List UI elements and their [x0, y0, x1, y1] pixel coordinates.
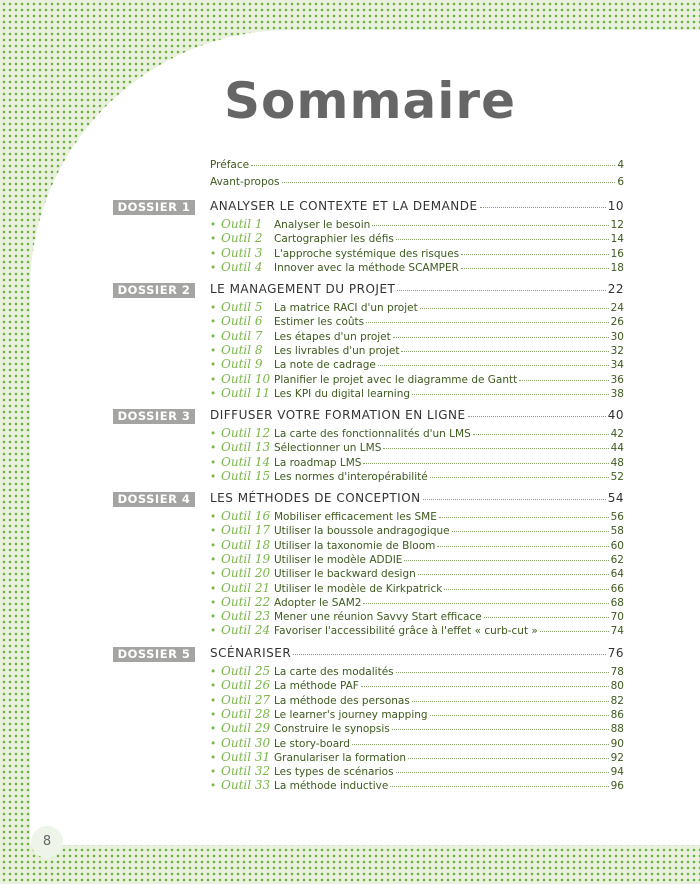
outil-number: Outil 31 — [221, 749, 271, 764]
entry-label: Cartographier les défis — [274, 233, 394, 246]
entry-label: Utiliser le modèle de Kirkpatrick — [274, 582, 443, 595]
dot-leader — [519, 380, 608, 381]
dot-leader — [423, 499, 606, 500]
entry-label: Le story-board — [274, 737, 350, 750]
outil-number: Outil 6 — [221, 314, 263, 329]
outil-number: Outil 23 — [221, 609, 271, 624]
bullet-icon: • — [210, 525, 217, 538]
dot-leader — [408, 758, 609, 759]
entry-label: Utiliser la taxonomie de Bloom — [274, 539, 436, 552]
outil-number: Outil 32 — [221, 764, 271, 779]
entry-label: Planifier le projet avec le diagramme de Gantt — [274, 373, 518, 386]
entry-page-number: 80 — [610, 680, 624, 693]
entry-page-number: 88 — [610, 723, 624, 736]
entry-page-number: 70 — [610, 611, 624, 624]
outil-number: Outil 16 — [221, 509, 271, 523]
outil-number: Outil 9 — [221, 357, 263, 372]
outil-number: Outil 7 — [221, 328, 263, 343]
entry-label: La matrice RACI d'un projet — [274, 302, 418, 314]
entry-page-number: 58 — [610, 525, 624, 538]
dot-leader — [396, 672, 609, 673]
dot-leader — [282, 182, 616, 183]
entry-label: Le learner's journey mapping — [274, 708, 428, 721]
dossier-heading[interactable] — [210, 491, 624, 507]
bullet-icon: • — [210, 247, 217, 260]
entry-page-number: 30 — [610, 330, 624, 343]
outil-number: Outil 28 — [221, 706, 271, 721]
dot-leader — [397, 290, 605, 291]
entry-page-number: 34 — [610, 359, 624, 372]
dot-leader — [452, 531, 609, 532]
dot-leader — [352, 744, 609, 745]
outil-number: Outil 24 — [221, 623, 271, 638]
outil-number: Outil 19 — [221, 551, 271, 566]
dot-leader — [372, 225, 608, 226]
entry-page-number: 52 — [610, 470, 624, 483]
entry-page-number: 94 — [610, 766, 624, 779]
dot-leader — [251, 165, 615, 166]
entry-label: La carte des fonctionnalités d'un LMS — [274, 428, 471, 440]
entry-page-number: 26 — [610, 316, 624, 329]
entry-label: Favoriser l'accessibilité grâce à l'effet « curb-cut » — [274, 625, 538, 638]
dot-leader — [383, 448, 608, 449]
entry-label: Préface — [210, 159, 250, 171]
entry-page-number: 24 — [610, 302, 624, 314]
entry-page-number: 44 — [610, 442, 624, 455]
entry-page-number: 60 — [610, 539, 624, 552]
bullet-icon: • — [210, 387, 217, 400]
dossier-heading[interactable] — [210, 408, 624, 424]
entry-label: LE MANAGEMENT DU PROJET — [210, 282, 396, 296]
outil-number: Outil 26 — [221, 678, 271, 693]
dot-leader — [393, 337, 609, 338]
dot-leader — [484, 617, 609, 618]
outil-number: Outil 5 — [221, 300, 263, 314]
entry-page-number: 32 — [610, 344, 624, 357]
outil-number: Outil 13 — [221, 440, 271, 455]
entry-label: Estimer les coûts — [274, 316, 365, 329]
page-number: 8 — [31, 826, 63, 858]
dot-leader — [540, 631, 609, 632]
outil-number: Outil 22 — [221, 594, 271, 609]
entry-label: Construire le synopsis — [274, 723, 390, 736]
entry-label: Mobiliser efficacement les SME — [274, 511, 437, 523]
bullet-icon: • — [210, 553, 217, 566]
entry-label: DIFFUSER VOTRE FORMATION EN LIGNE — [210, 408, 466, 422]
entry-label: LES MÉTHODES DE CONCEPTION — [210, 491, 421, 505]
bullet-icon: • — [210, 428, 217, 440]
dot-leader — [430, 477, 609, 478]
bullet-icon: • — [210, 680, 217, 693]
entry-label: La note de cadrage — [274, 359, 376, 372]
bullet-icon: • — [210, 766, 217, 779]
bullet-icon: • — [210, 373, 217, 386]
dot-leader — [378, 365, 609, 366]
toc-entry-outil[interactable] — [210, 469, 624, 485]
entry-label: Innover avec la méthode SCAMPER — [274, 261, 459, 274]
outil-number: Outil 33 — [221, 778, 271, 793]
entry-page-number: 16 — [610, 247, 624, 260]
dot-leader — [437, 546, 608, 547]
dot-leader — [396, 772, 609, 773]
entry-label: Les types de scénarios — [274, 766, 394, 779]
page-title: Sommaire — [223, 72, 516, 130]
bullet-icon: • — [210, 470, 217, 483]
outil-number: Outil 12 — [221, 426, 271, 440]
toc-entry-preface[interactable] — [210, 159, 624, 175]
dot-leader — [396, 239, 609, 240]
entry-label: ANALYSER LE CONTEXTE ET LA DEMANDE — [210, 199, 478, 213]
bullet-icon: • — [210, 219, 217, 231]
outil-number: Outil 25 — [221, 664, 271, 678]
bullet-icon: • — [210, 330, 217, 343]
dossier-badge: DOSSIER 5 — [113, 647, 195, 662]
dot-leader — [468, 416, 606, 417]
entry-page-number: 92 — [610, 751, 624, 764]
bullet-icon: • — [210, 596, 217, 609]
entry-label: La méthode inductive — [274, 780, 389, 793]
entry-label: La méthode des personas — [274, 694, 410, 707]
entry-page-number: 96 — [610, 780, 624, 793]
entry-page-number: 74 — [610, 625, 624, 638]
entry-page-number: 76 — [607, 646, 624, 660]
entry-page-number: 68 — [610, 596, 624, 609]
entry-page-number: 10 — [607, 199, 624, 213]
entry-label: Les étapes d'un projet — [274, 330, 391, 343]
bullet-icon: • — [210, 233, 217, 246]
dossier-heading[interactable] — [210, 646, 624, 662]
bullet-icon: • — [210, 694, 217, 707]
entry-label: Utiliser la boussole andragogique — [274, 525, 450, 538]
entry-page-number: 64 — [610, 568, 624, 581]
dot-leader — [363, 603, 608, 604]
outil-number: Outil 29 — [221, 721, 271, 736]
outil-number: Outil 4 — [221, 259, 263, 274]
entry-label: Analyser le besoin — [274, 219, 371, 231]
entry-page-number: 56 — [610, 511, 624, 523]
entry-page-number: 78 — [610, 666, 624, 678]
toc-entry-avant-propos[interactable] — [210, 176, 624, 192]
entry-page-number: 86 — [610, 708, 624, 721]
entry-page-number: 22 — [607, 282, 624, 296]
entry-page-number: 14 — [610, 233, 624, 246]
dot-leader — [412, 701, 609, 702]
outil-number: Outil 8 — [221, 342, 263, 357]
entry-label: L'approche systémique des risques — [274, 247, 460, 260]
bullet-icon: • — [210, 539, 217, 552]
outil-number: Outil 2 — [221, 231, 263, 246]
bullet-icon: • — [210, 625, 217, 638]
entry-label: Utiliser le modèle ADDIE — [274, 553, 403, 566]
bullet-icon: • — [210, 456, 217, 469]
bullet-icon: • — [210, 442, 217, 455]
outil-number: Outil 14 — [221, 454, 271, 469]
dot-leader — [418, 574, 609, 575]
toc-entry-outil[interactable] — [210, 386, 624, 402]
entry-page-number: 36 — [610, 373, 624, 386]
dot-leader — [461, 268, 609, 269]
bullet-icon: • — [210, 359, 217, 372]
entry-page-number: 18 — [610, 261, 624, 274]
outil-number: Outil 11 — [221, 385, 271, 400]
toc-entry-outil[interactable] — [210, 778, 624, 794]
outil-number: Outil 30 — [221, 735, 271, 750]
entry-label: Mener une réunion Savvy Start efficace — [274, 611, 482, 624]
dot-leader — [439, 517, 609, 518]
outil-number: Outil 20 — [221, 566, 271, 581]
bullet-icon: • — [210, 611, 217, 624]
toc-entry-outil[interactable] — [210, 260, 624, 276]
dossier-badge: DOSSIER 2 — [113, 283, 195, 298]
outil-number: Outil 15 — [221, 468, 271, 483]
outil-number: Outil 3 — [221, 245, 263, 260]
entry-label: Les KPI du digital learning — [274, 387, 411, 400]
entry-label: Avant-propos — [210, 176, 280, 188]
entry-label: SCÉNARISER — [210, 646, 292, 660]
dot-leader — [461, 254, 609, 255]
outil-number: Outil 1 — [221, 217, 263, 231]
entry-label: Les livrables d'un projet — [274, 344, 400, 357]
outil-number: Outil 10 — [221, 371, 271, 386]
entry-page-number: 82 — [610, 694, 624, 707]
dot-leader — [473, 434, 609, 435]
entry-label: Utiliser le backward design — [274, 568, 416, 581]
entry-label: La roadmap LMS — [274, 456, 362, 469]
entry-label: La carte des modalités — [274, 666, 394, 678]
bullet-icon: • — [210, 344, 217, 357]
entry-label: Adopter le SAM2 — [274, 596, 362, 609]
dot-leader — [404, 560, 608, 561]
dot-leader — [430, 715, 609, 716]
entry-label: Sélectionner un LMS — [274, 442, 382, 455]
entry-page-number: 4 — [617, 159, 624, 171]
dot-leader — [366, 322, 609, 323]
dossier-badge: DOSSIER 3 — [113, 409, 195, 424]
entry-page-number: 62 — [610, 553, 624, 566]
bullet-icon: • — [210, 780, 217, 793]
entry-page-number: 12 — [610, 219, 624, 231]
bullet-icon: • — [210, 316, 217, 329]
dossier-badge: DOSSIER 1 — [113, 200, 195, 215]
entry-page-number: 38 — [610, 387, 624, 400]
entry-page-number: 90 — [610, 737, 624, 750]
bullet-icon: • — [210, 568, 217, 581]
entry-page-number: 66 — [610, 582, 624, 595]
bullet-icon: • — [210, 582, 217, 595]
dot-leader — [412, 394, 609, 395]
entry-label: Les normes d'interopérabilité — [274, 470, 428, 483]
dot-leader — [401, 351, 608, 352]
bullet-icon: • — [210, 511, 217, 523]
entry-label: Granulariser la formation — [274, 751, 407, 764]
outil-number: Outil 18 — [221, 537, 271, 552]
entry-page-number: 48 — [610, 456, 624, 469]
outil-number: Outil 21 — [221, 580, 271, 595]
dot-leader — [392, 729, 609, 730]
entry-label: La méthode PAF — [274, 680, 359, 693]
dot-leader — [293, 654, 606, 655]
toc-entry-outil[interactable] — [210, 623, 624, 639]
dossier-heading[interactable] — [210, 199, 624, 215]
dot-leader — [444, 589, 608, 590]
entry-page-number: 42 — [610, 428, 624, 440]
outil-number: Outil 17 — [221, 523, 271, 538]
entry-page-number: 40 — [607, 408, 624, 422]
entry-page-number: 6 — [617, 176, 624, 188]
dot-leader — [363, 463, 608, 464]
entry-page-number: 54 — [607, 491, 624, 505]
dossier-heading[interactable] — [210, 282, 624, 298]
dot-leader — [390, 786, 608, 787]
bullet-icon: • — [210, 723, 217, 736]
dot-leader — [420, 308, 609, 309]
bullet-icon: • — [210, 751, 217, 764]
dot-leader — [480, 207, 606, 208]
bullet-icon: • — [210, 261, 217, 274]
dot-leader — [361, 686, 609, 687]
outil-number: Outil 27 — [221, 692, 271, 707]
bullet-icon: • — [210, 302, 217, 314]
bullet-icon: • — [210, 708, 217, 721]
dossier-badge: DOSSIER 4 — [113, 492, 195, 507]
bullet-icon: • — [210, 666, 217, 678]
bullet-icon: • — [210, 737, 217, 750]
